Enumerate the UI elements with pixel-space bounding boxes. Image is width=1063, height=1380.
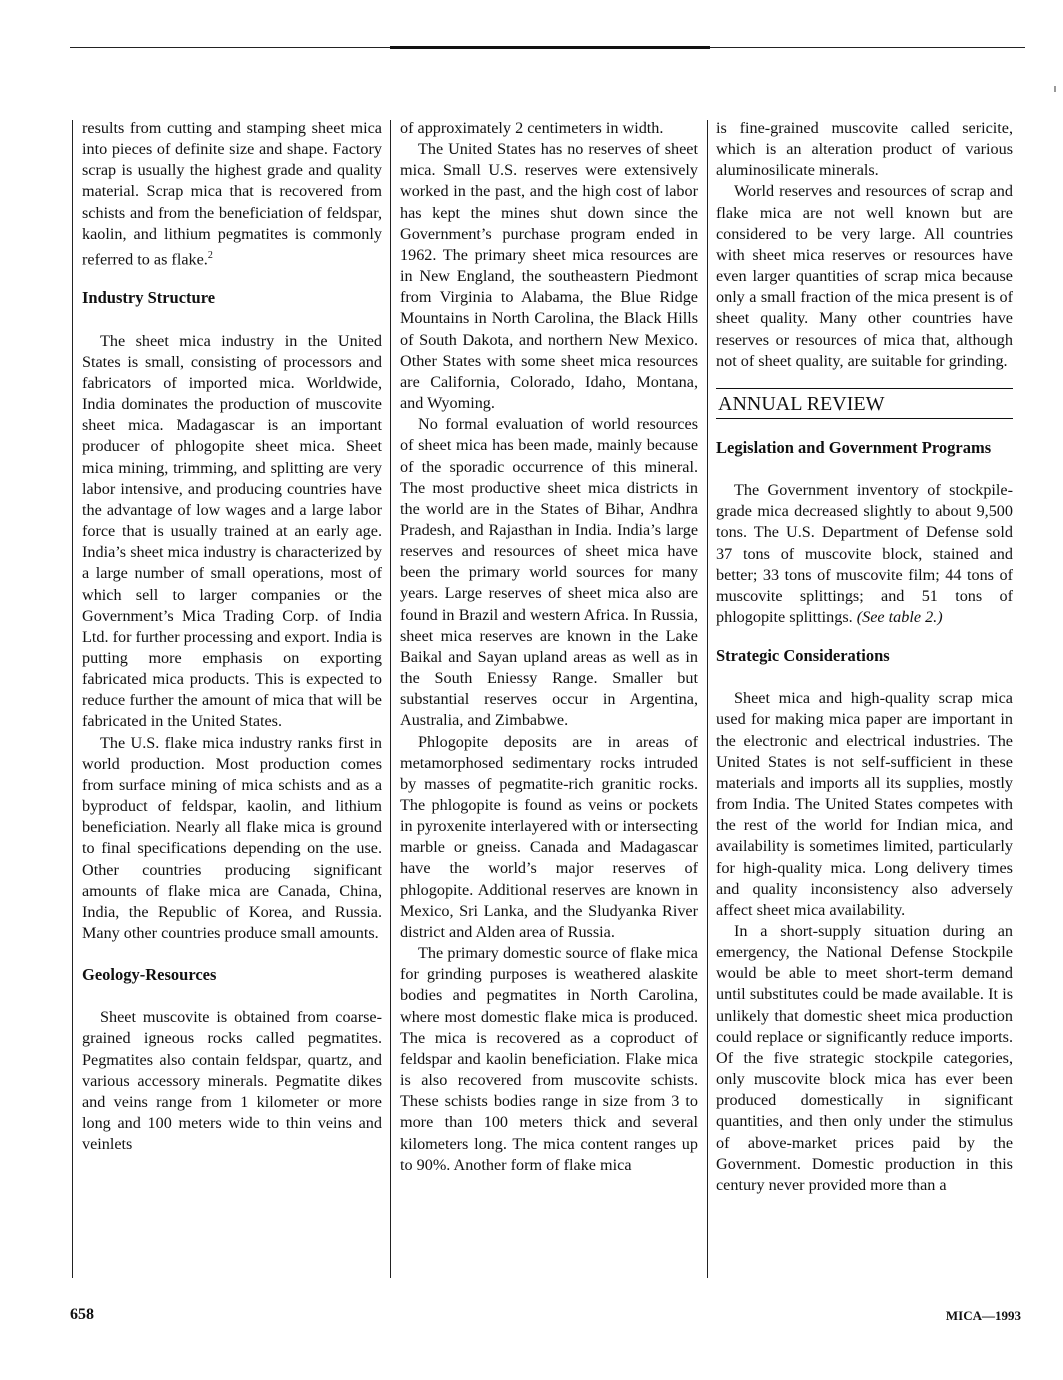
paragraph: The Government inventory of stockpile-grade mica decreased slightly to about 9,500 tons. The U.S. Department of Defense sold 37 tons of muscovite block, stained and better; 33 tons of muscovite film; 44 tons of muscovite splittings; and 51 tons of phlogopite splittings. (See table 2.)	[716, 481, 1013, 626]
paragraph: In a short-supply situation during an emergency, the National Defense Stockpile would be able to meet short-term demand until substitutes could be made available. It is unlikely that domestic sheet mica production could replace or significantly reduce imports. Of the five strategic stockpile categories, only muscovite block mica has ever been produced domestically in significant quantities, and then only under the stimulus of above-market prices paid by the Government. Domestic production in this century never provided more than a	[716, 922, 1013, 1194]
column-3	[716, 118, 1013, 1196]
paragraph: Sheet mica and high-quality scrap mica used for making mica paper are important in the electronic and electrical industries. The United States is not self-sufficient in these materials and imports all its supplies, mostly from India. The United States competes with the rest of the world for Indian mica, and availability is sometimes limited, particularly for high-quality mica. Long delivery times and quality inconsistency also adversely affect sheet mica availability.	[716, 689, 1013, 919]
margin-mark	[1054, 86, 1056, 92]
page-number: 658	[70, 1306, 94, 1323]
header-rule-accent	[390, 46, 710, 49]
paragraph: Phlogopite deposits are in areas of metamorphosed sedimentary rocks intruded by masses of pegmatite-rich granitic rocks. The phlogopite is found as veins or pockets in pyroxenite interlayered with or intersecting marble or gneiss. Canada and Madagascar have the world’s major reserves of phlogopite. Additional reserves are known in Mexico, Sri Lanka, and the Sludyanka River district and Alden area of Russia.	[400, 732, 698, 941]
paragraph: results from cutting and stamping sheet mica into pieces of definite size and shape. Factory scrap is usually the highest grade and quality material. Scrap mica that is recovered from schists and from the beneficiation of feldspar, kaolin, and lithium pegmatites is commonly referred to as flake.$^2$	[82, 119, 382, 269]
paragraph: No formal evaluation of world resources of sheet mica has been made, mainly because of the sporadic occurrence of this mineral. The most productive sheet mica districts in the world are in the States of Bihar, Andhra Pradesh, and Rajasthan in India. India’s large reserves and resources of sheet mica have been the primary world sources for many years. Large reserves of sheet mica also are found in Brazil and western Africa. In Russia, sheet mica reserves are known in the Lake Baikal and Sayan upland areas as well as in the South Eniessy Range. Smaller but substantial reserves occur in Argentina, Australia, and Zimbabwe.	[400, 415, 698, 730]
column-divider-middle	[390, 120, 391, 1278]
section-heading-industry-structure: Industry Structure	[82, 288, 216, 308]
paragraph: The primary domestic source of flake mica for grinding purposes is weathered alaskite bodies and pegmatites in North Carolina, where most domestic flake mica is produced. The mica is recovered as a coproduct of feldspar and kaolin beneficiation. Flake mica is also recovered from muscovite schists. These schists bodies range in size from 3 to more than 100 meters thick and several kilometers long. The mica content ranges up to 90%. Another form of flake mica	[400, 944, 698, 1174]
table-reference: (See table 2.)	[856, 607, 943, 626]
column-1	[82, 118, 382, 1155]
column-2	[400, 118, 698, 1176]
paragraph: World reserves and resources of scrap and flake mica are not well known but are considered to be very large. All countries with sheet mica reserves or resources have even larger quantities of scrap mica because only a small fraction of the mica present is of sheet quality. Many other countries have reserves or resources of mica that, although not of sheet quality, are suitable for grinding.	[716, 182, 1013, 370]
column-divider-left	[72, 120, 73, 1278]
paragraph: The sheet mica industry in the United States is small, consisting of processors and fabricators of imported mica. Worldwide, India dominates the production of muscovite sheet mica. Madagascar is an important producer of phlogopite sheet mica. Sheet mica mining, trimming, and splitting are very labor intensive, and producing countries have the advantage of low wages and a large labor force that is usually trained at an early age. India’s sheet mica industry is characterized by a large number of small operations, most of which sell to larger companies or the Government’s Mica Trading Corp. of India Ltd. for further processing and export. India is putting more emphasis on exporting fabricated mica products. This is expected to reduce further the amount of mica that will be fabricated in the United States.	[82, 331, 382, 731]
section-heading-strategic-considerations: Strategic Considerations	[716, 646, 890, 666]
section-heading-geology-resources: Geology-Resources	[82, 965, 217, 985]
paragraph: is fine-grained muscovite called sericite, which is an alteration product of various aluminosilicate minerals.	[716, 119, 1013, 180]
section-banner-annual-review: ANNUAL REVIEW	[716, 388, 1013, 419]
paragraph: of approximately 2 centimeters in width.	[400, 119, 664, 137]
column-divider-right	[707, 120, 708, 1278]
paragraph: Sheet muscovite is obtained from coarse-grained igneous rocks called pegmatites. Pegmatites also contain feldspar, quartz, and various accessory minerals. Pegmatite dikes and veins range from 1 kilometer or more long and 100 meters wide to thin veins and veinlets	[82, 1008, 382, 1154]
section-heading-legislation: Legislation and Government Programs	[716, 437, 992, 457]
footnote-marker: 2	[207, 249, 213, 261]
running-title: MICA—1993	[945, 1308, 1021, 1323]
paragraph: The U.S. flake mica industry ranks first in world production. Most production comes from surface mining of mica schists and as a byproduct of feldspar, kaolin, and lithium beneficiation. Nearly all flake mica is ground to final specifications depending on the use. Other countries producing significant amounts of flake mica are Canada, China, India, the Republic of Korea, and Russia. Many other countries produce small amounts.	[82, 733, 382, 943]
paragraph: The United States has no reserves of sheet mica. Small U.S. reserves were extensively worked in the past, and the high cost of labor has kept the mines shut down since the Government’s purchase program ended in 1962. The primary sheet mica resources are in New England, the southeastern Piedmont from Virginia to Alabama, the Blue Ridge Mountains in North Carolina, the Black Hills of South Dakota, and northern New Mexico. Other States with some sheet mica resources are California, Colorado, Idaho, Montana, and Wyoming.	[400, 140, 698, 413]
